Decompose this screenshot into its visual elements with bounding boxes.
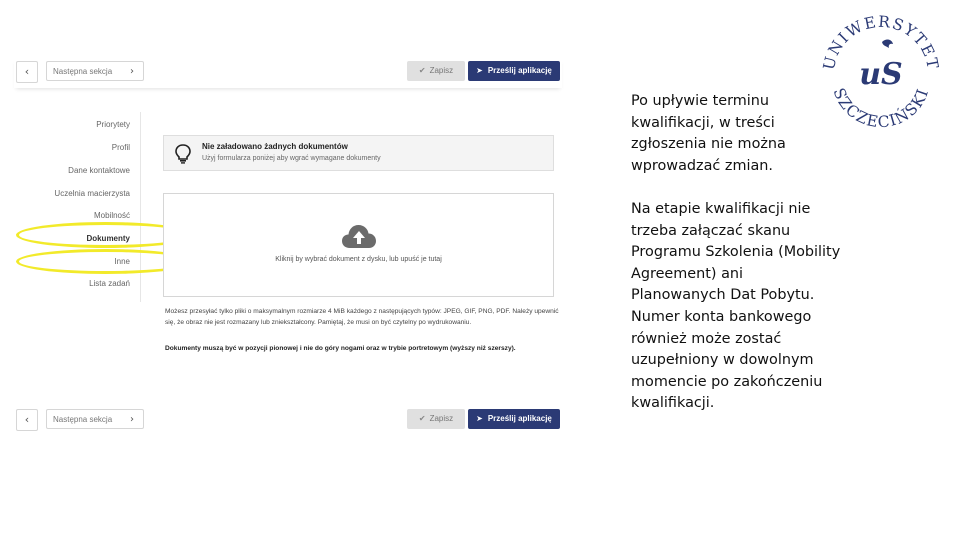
submit-label: Prześlij aplikację — [487, 66, 552, 75]
chevron-left-icon: ‹ — [24, 65, 30, 78]
save-button-bottom[interactable] — [407, 409, 465, 429]
submit-application-button-bottom[interactable] — [468, 409, 560, 429]
lightbulb-icon — [174, 144, 192, 164]
submit-application-button[interactable] — [468, 61, 560, 81]
sidebar-item-mobility[interactable]: Mobilność — [93, 211, 130, 220]
sidebar-item-priorities[interactable]: Priorytety — [96, 120, 130, 129]
upload-orientation-note: Dokumenty muszą być w pozycji pionowej i nie do góry nogami oraz w trybie portretowym (wyższy niż szerszy). — [165, 345, 516, 352]
save-button[interactable] — [407, 61, 465, 81]
chevron-right-icon: › — [130, 66, 134, 77]
sidebar-item-profile[interactable]: Profil — [111, 143, 130, 152]
sidebar-item-other[interactable]: Inne — [114, 257, 130, 266]
send-icon: ➤ — [476, 66, 483, 75]
cloud-upload-icon — [341, 222, 377, 250]
next-section-button-bottom[interactable] — [46, 409, 144, 429]
logo-top-text: UNIWERSYTET — [820, 12, 942, 72]
sidebar-item-contact[interactable]: Dane kontaktowe — [68, 166, 130, 175]
next-section-label: Następna sekcja — [53, 67, 113, 76]
upload-requirements-text: Możesz przesyłać tylko pliki o maksymalnym rozmiarze 4 MiB każdego z następujących typów: JPEG, GIF, PNG, PDF. Należy upewnić się, że obraz nie jest rozmazany lub zniekształcony. Pamiętaj, że musi on być czytelny po wydrukowaniu. — [165, 308, 559, 326]
back-button[interactable] — [16, 61, 38, 83]
no-documents-alert — [163, 135, 554, 171]
sidebar-item-home-university[interactable]: Uczelnia macierzysta — [54, 189, 130, 198]
check-icon: ✔ — [418, 66, 426, 75]
eagle-emblem-icon — [882, 40, 893, 48]
chevron-left-icon: ‹ — [24, 413, 30, 426]
sidebar-item-documents[interactable]: Dokumenty — [86, 234, 130, 243]
university-logo — [820, 12, 942, 128]
next-section-label: Następna sekcja — [53, 415, 113, 424]
next-section-button[interactable] — [46, 61, 144, 81]
logo-bottom-text: SZCZECIŃSKI — [829, 85, 933, 128]
sidebar-item-task-list[interactable]: Lista zadań — [89, 279, 130, 288]
save-label: Zapisz — [429, 414, 454, 423]
bottom-navigation-bar — [14, 406, 562, 434]
submit-label: Prześlij aplikację — [487, 414, 552, 423]
dropzone-instruction: Kliknij by wybrać dokument z dysku, lub upuść je tutaj — [275, 256, 442, 263]
send-icon: ➤ — [476, 414, 483, 423]
save-label: Zapisz — [429, 66, 454, 75]
document-upload-dropzone[interactable] — [163, 193, 554, 297]
note-paragraph-2: Na etapie kwalifikacji nie trzeba załączać skanu Programu Szkolenia (Mobility Agreement) ani Planowanych Dat Pobytu. Numer konta bankowego również może zostać uzupełniony w dowolnym momencie po zakończeniu kwalifikacji. — [631, 201, 841, 412]
alert-title: Nie załadowano żadnych dokumentów — [202, 142, 348, 151]
chevron-right-icon: › — [130, 414, 134, 425]
logo-monogram: uS — [859, 57, 903, 92]
back-button-bottom[interactable] — [16, 409, 38, 431]
alert-subtitle: Użyj formularza poniżej aby wgrać wymagane dokumenty — [202, 155, 381, 162]
check-icon: ✔ — [418, 414, 426, 423]
top-navigation-bar — [14, 58, 562, 88]
note-paragraph-1: Po upływie terminu kwalifikacji, w treści zgłoszenia nie można wprowadzać zmian. — [631, 93, 786, 174]
